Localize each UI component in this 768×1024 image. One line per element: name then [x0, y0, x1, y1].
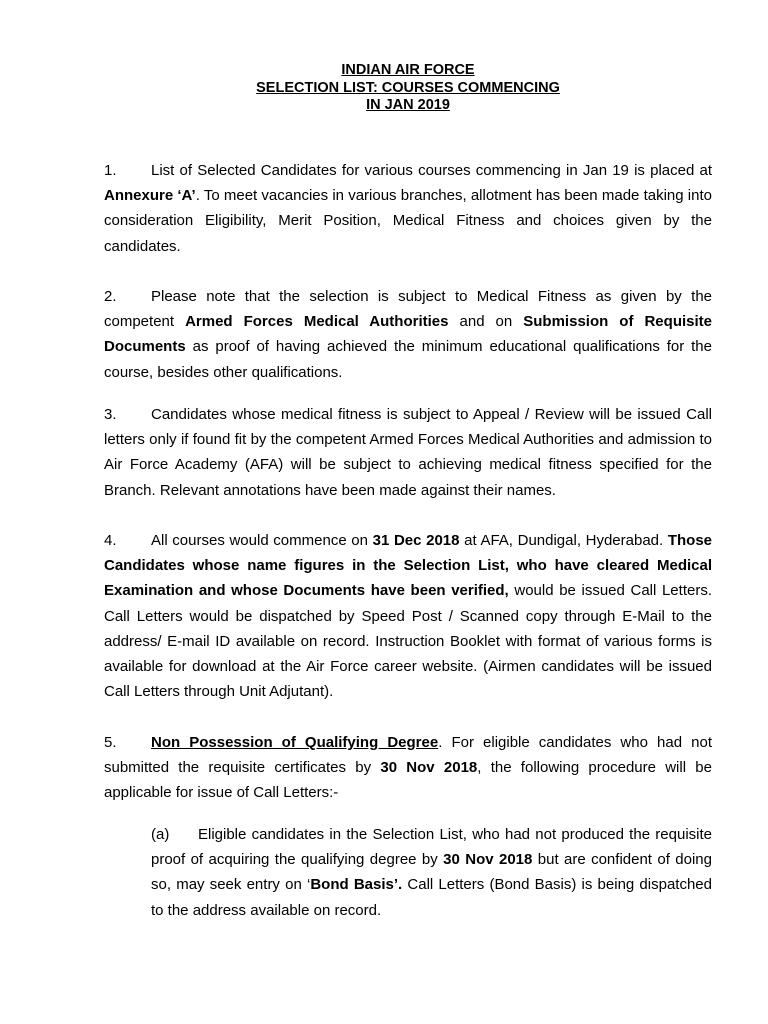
subparagraph-5a: [151, 822, 712, 923]
paragraph-number: 2.: [104, 288, 117, 305]
bold-date: 30 Nov 2018: [380, 759, 478, 777]
paragraph-1: [104, 158, 712, 259]
paragraph-3: [104, 402, 712, 503]
paragraph-text: and on: [448, 313, 524, 331]
paragraph-number: 1.: [104, 162, 117, 179]
paragraph-number: 4.: [104, 532, 117, 549]
heading-line-3: IN JAN 2019: [366, 97, 450, 113]
bold-date: 30 Nov 2018: [443, 851, 533, 869]
paragraph-number: 3.: [104, 406, 117, 423]
bold-text: Submission of Requisite Documents: [104, 313, 712, 356]
paragraph-text: Candidates whose medical fitness is subject to Appeal / Review will be issued Call letters only if found fit by the competent Armed Forces Medical Authorities and admission to Air Force Academy (AFA) will be subject to achieving medical fitness specified for the Branch. Relevant annotations have been made against their names.: [104, 406, 712, 499]
paragraph-text: at AFA, Dundigal, Hyderabad.: [459, 532, 668, 549]
bold-text: Bond Basis’.: [310, 876, 403, 894]
paragraph-text: . For eligible candidates who had not submitted the requisite certificates by: [104, 734, 712, 777]
paragraph-text: Eligible candidates in the Selection List, who had not produced the requisite proof of acquiring the qualifying degree by: [151, 826, 712, 869]
paragraph-4: [104, 528, 712, 704]
bold-text: Those Candidates whose name figures in the Selection List, who have cleared Medical Examination and whose Documents have been verified,: [104, 532, 713, 600]
paragraph-text: List of Selected Candidates for various courses commencing in Jan 19 is placed at: [151, 162, 712, 179]
paragraph-text: Please note that the selection is subject to Medical Fitness as given by the competent: [104, 288, 712, 331]
paragraph-text: , the following procedure will be applicable for issue of Call Letters:-: [104, 759, 712, 802]
paragraph-number: 5.: [104, 734, 117, 751]
paragraph-5: [104, 730, 712, 806]
paragraph-2: [104, 284, 712, 385]
annexure-reference: Annexure ‘A’: [104, 187, 196, 205]
paragraph-text: as proof of having achieved the minimum educational qualifications for the course, besides other qualifications.: [104, 338, 712, 381]
subparagraph-number: (a): [151, 826, 170, 843]
paragraph-text: but are confident of doing so, may seek entry on ‘: [151, 851, 712, 894]
underlined-subheading: Non Possession of Qualifying Degree: [151, 734, 439, 751]
paragraph-text: Call Letters (Bond Basis) is being dispatched to the address available on record.: [151, 876, 712, 919]
bold-text: Armed Forces Medical Authorities: [185, 313, 449, 331]
heading-line-1: INDIAN AIR FORCE: [341, 62, 475, 78]
paragraph-text: would be issued Call Letters. Call Letters would be dispatched by Speed Post / Scanned copy through E-Mail to the address/ E-mail ID available on record. Instruction Booklet with format of various forms is available for download at the Air Force career website. (Airmen candidates will be issued Call Letters through Unit Adjutant).: [104, 582, 712, 701]
bold-date: 31 Dec 2018: [372, 532, 460, 549]
heading-line-2: SELECTION LIST: COURSES COMMENCING: [256, 80, 560, 96]
paragraph-text: . To meet vacancies in various branches, allotment has been made taking into consideration Eligibility, Merit Position, Medical Fitness and choices given by the candidates.: [104, 187, 712, 255]
paragraph-text: All courses would commence on: [151, 532, 373, 549]
